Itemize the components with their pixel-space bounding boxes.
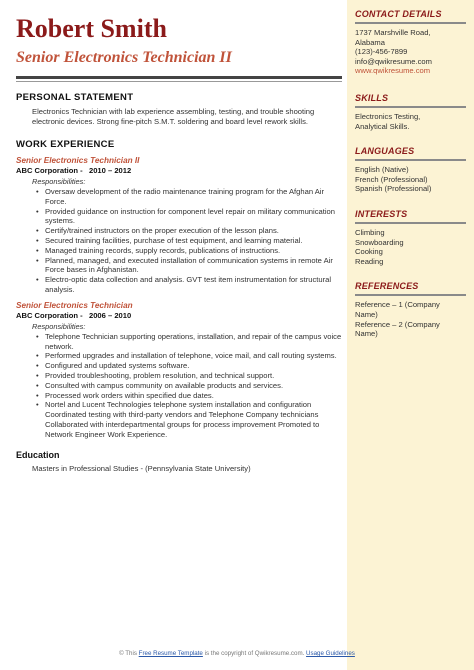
list-item: • Oversaw development of the radio maintenance training program for the Afghan Air Force. [32, 187, 342, 207]
contact-section [355, 8, 466, 76]
list-item: • Configured and updated systems software. [32, 361, 342, 371]
contact-email[interactable]: info@qwikresume.com [355, 56, 432, 66]
copyright-footer [0, 650, 474, 657]
list-item: • Planned, managed, and executed installation of communication systems in remote Air Force bases in Afghanistan. [32, 256, 342, 276]
skill-item: Electronics Testing, [355, 111, 421, 121]
list-item: • Consulted with campus community on available products and services. [32, 381, 342, 391]
section-divider [355, 159, 466, 161]
education-heading: Education [16, 449, 60, 460]
reference-item: Reference – 1 (Company [355, 300, 440, 310]
list-item: • Secured training facilities, purchase of test equipment, and learning material. [32, 236, 342, 246]
candidate-name: Robert Smith [16, 14, 167, 43]
job-entry [16, 301, 342, 440]
reference-item: Name) [355, 309, 378, 319]
resume-sidebar [347, 0, 474, 670]
languages-heading: LANGUAGES [355, 146, 415, 157]
languages-section [355, 145, 466, 194]
interests-heading: INTERESTS [355, 208, 408, 219]
list-item: • Managed training records, supply records, publications of instructions. [32, 246, 342, 256]
list-item: • Certify/trained instructors on the proper execution of the lesson plans. [32, 226, 342, 236]
language-item: Spanish (Professional) [355, 184, 432, 194]
list-item: • Telephone Technician supporting operations, installation, and repair of the campus voice network. [32, 332, 342, 352]
job-organization: ABC Corporation - 2006 – 2010 [16, 310, 132, 320]
usage-guidelines-link[interactable]: Usage Guidelines [306, 650, 355, 657]
job-organization: ABC Corporation - 2010 – 2012 [16, 166, 132, 175]
interests-section [355, 208, 466, 266]
contact-address-line: Alabama [355, 37, 385, 47]
education-entry: Masters in Professional Studies - (Pennsylvania State University) [32, 463, 251, 473]
interest-item: Climbing [355, 227, 385, 237]
list-item: • Electro-optic data collection and analysis. GVT test item instrumentation for structural analysis. [32, 275, 342, 295]
candidate-title: Senior Electronics Technician II [16, 49, 232, 66]
section-divider [355, 222, 466, 224]
skills-heading: SKILLS [355, 92, 389, 103]
contact-address-line: 1737 Marshville Road, [355, 28, 431, 37]
header-divider-thin [16, 81, 342, 82]
responsibilities-list [16, 332, 342, 440]
reference-item: Reference – 2 (Company [355, 319, 440, 329]
language-item: French (Professional) [355, 174, 428, 184]
free-resume-template-link[interactable]: Free Resume Template [138, 650, 203, 657]
responsibilities-list [16, 187, 342, 295]
section-divider [355, 106, 466, 108]
responsibilities-label: Responsibilities: [32, 177, 86, 186]
header-divider [16, 76, 342, 79]
reference-item: Name) [355, 329, 378, 339]
work-experience-heading: WORK EXPERIENCE [16, 139, 115, 150]
language-item: English (Native) [355, 165, 409, 175]
footer-prefix: © This [119, 650, 139, 657]
interest-item: Reading [355, 256, 384, 266]
list-item: • Provided guidance on instruction for component level repair on military communication systems. [32, 207, 342, 227]
skill-item: Analytical Skills. [355, 121, 410, 131]
references-section [355, 280, 466, 338]
references-heading: REFERENCES [355, 281, 419, 292]
list-item: • Performed upgrades and installation of telephone, voice mail, and call routing systems. [32, 351, 342, 361]
responsibilities-label: Responsibilities: [32, 321, 86, 331]
interest-item: Cooking [355, 247, 383, 257]
contact-website-link[interactable]: www.qwikresume.com [355, 66, 431, 76]
interest-item: Snowboarding [355, 237, 404, 247]
job-entry [16, 156, 342, 295]
list-item: • Processed work orders within specified due dates. [32, 391, 342, 401]
footer-middle: is the copyright of Qwikresume.com. [202, 650, 307, 657]
section-divider [355, 294, 466, 296]
list-item: • Provided troubleshooting, problem resolution, and technical support. [32, 371, 342, 381]
skills-section [355, 92, 466, 131]
list-item: • Nortel and Lucent Technologies telephone system installation and configuration Coordinated testing with third-party vendors and Telephone Company technicians Collaborated with interdepartmental groups for process improvement Promoted to Network Engineer Work Experience. [32, 400, 342, 439]
personal-statement-text: Electronics Technician with lab experience assembling, testing, and trouble shooting electronic devices. Strong fine-pitch S.M.T. soldering and board level rework skills. [32, 107, 315, 126]
job-title: Senior Electronics Technician [16, 300, 133, 310]
contact-phone: (123)-456-7899 [355, 47, 408, 57]
contact-heading: CONTACT DETAILS [355, 9, 442, 19]
job-title: Senior Electronics Technician II [16, 156, 140, 165]
personal-statement-heading: PERSONAL STATEMENT [16, 92, 134, 103]
section-divider [355, 22, 466, 24]
